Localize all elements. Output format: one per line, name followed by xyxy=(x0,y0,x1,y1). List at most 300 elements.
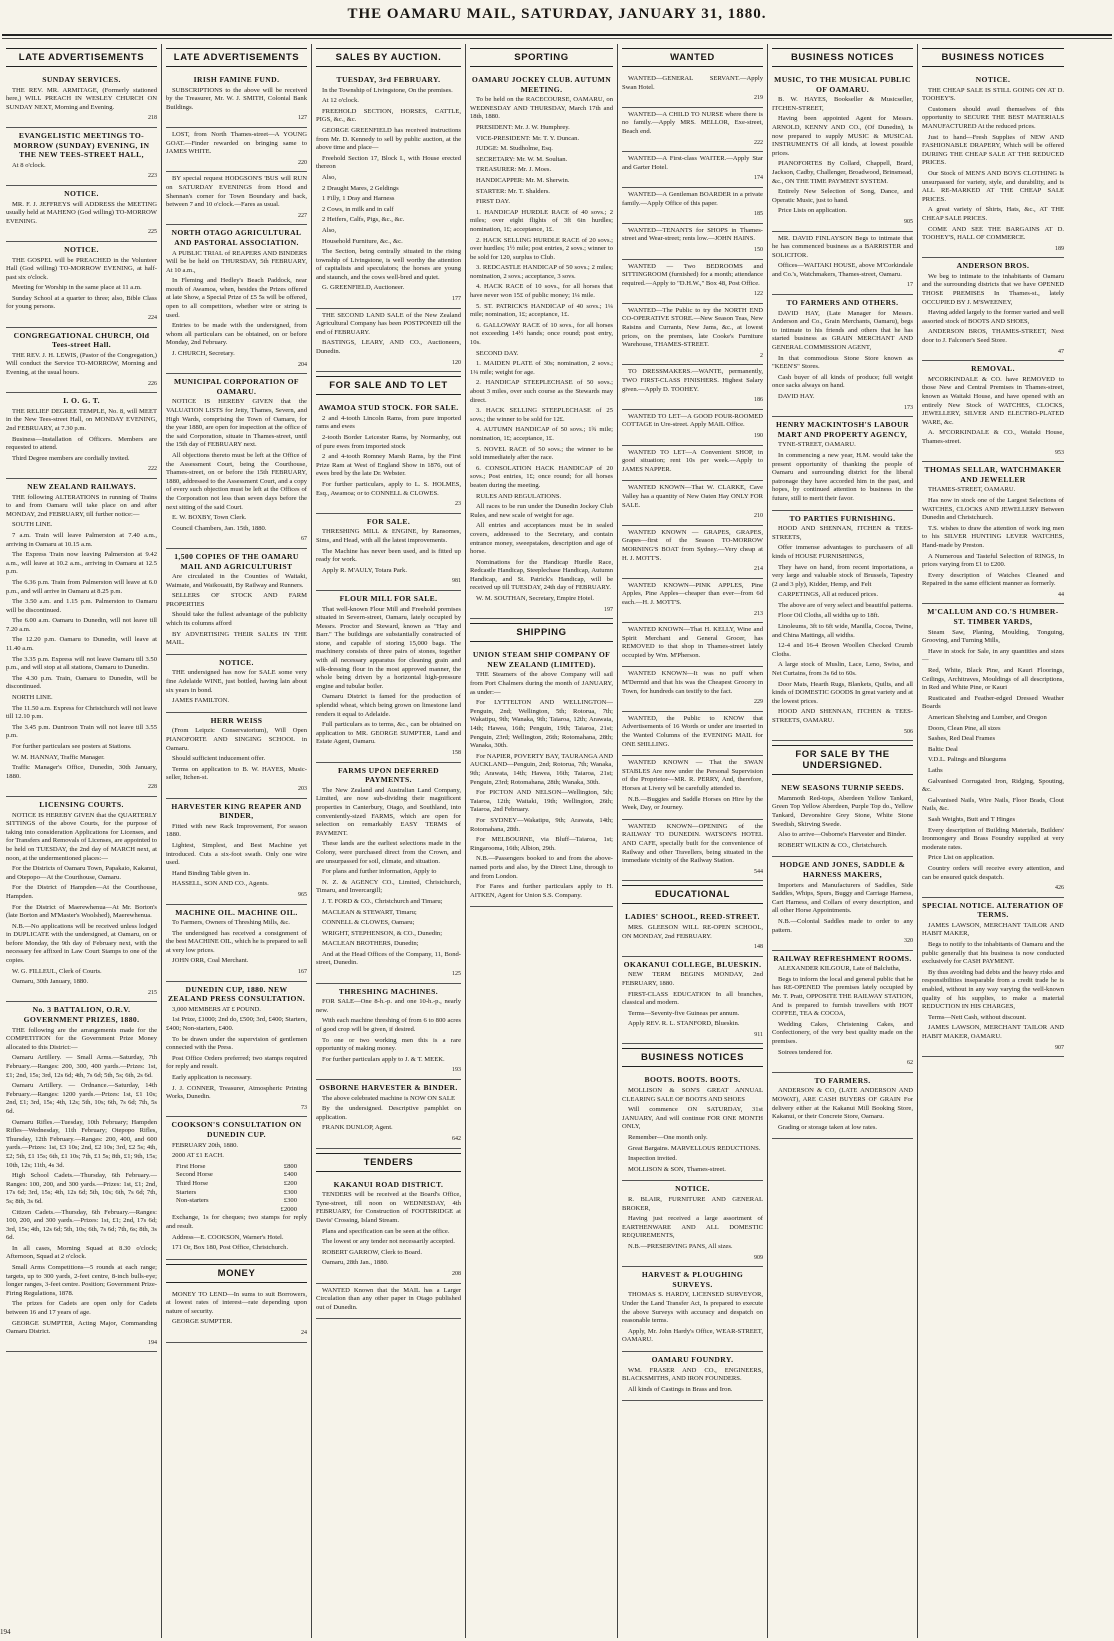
advertisement xyxy=(622,623,763,667)
ad-text-line: Country orders will receive every attention, and can be ensured quick despatch. xyxy=(922,864,1064,881)
prize-amount: £400 xyxy=(283,1171,297,1179)
ad-text-line: Galvanised Corrugated Iron, Ridging, Spouting, &c. xyxy=(922,777,1064,794)
newspaper-column xyxy=(2,44,162,1638)
ad-text-line: ALEXANDER KILGOUR, Late of Balclutha, xyxy=(778,965,901,973)
ad-text-line: 5. ST. PATRICK'S HANDICAP of 40 sovs.; 1¼ mile; nomination, 1£; acceptance, 1£. xyxy=(470,302,613,319)
advertisement xyxy=(6,186,157,242)
ad-reference-number: 506 xyxy=(904,728,913,735)
ad-heading: KAKANUI ROAD DISTRICT. xyxy=(333,1179,444,1189)
ad-text-line: All objections thereto must be left at the Office of the Assessment Court, being the Courthouse, Thames-street, on or before the 15th FEBRUARY, 1880, addressed to the Assessment Court, and a copy of every such objection must be left at the Offices of the Corporation not less than seven days before the next sitting of the said Court. xyxy=(166,451,307,511)
ad-heading: OSBORNE HARVESTER & BINDER. xyxy=(319,1083,458,1092)
advertisement xyxy=(922,258,1064,361)
ad-text-line: Meeting for Worship in the same place at 11 a.m. xyxy=(12,284,142,292)
ad-heading: MACHINE OIL. MACHINE OIL. xyxy=(175,907,298,917)
ad-reference-number: 194 xyxy=(148,1339,157,1346)
ad-text-line: DAVID HAY. xyxy=(778,393,815,400)
ad-reference-number: 62 xyxy=(907,1060,913,1067)
ad-text-line: FEBRUARY 20th, 1880. xyxy=(172,1141,239,1149)
ad-heading: NOTICE. xyxy=(975,75,1011,84)
ad-text-line: 2 and 4-tooth Romney Marsh Rams, by the First Prize Ram at West of England Show in 1876, out of ewes bred by the late Dr. Webster. xyxy=(316,453,461,478)
ad-text-line: THOMAS S. HARDY, LICENSED SURVEYOR, Under the Land Transfer Act, Is prepared to execute the above Surveys with accuracy and despatch on reasonable terms. xyxy=(622,1291,763,1325)
ad-text-line: In that commodious Stone Store known as "KEEN'S" Stores. xyxy=(772,354,913,371)
ad-text-line: NORTH LINE. xyxy=(12,694,53,702)
ad-reference-number: 177 xyxy=(452,296,461,303)
ad-text-line: For the District of Maerewhenua—At Mr. Borton's (late Borton and M'Master's Woolshed), Maerewhenua. xyxy=(6,903,157,920)
ad-text-line: All kinds of Castings in Brass and Iron. xyxy=(628,1385,733,1393)
ad-text-line: Citizen Cadets.—Thursday, 6th February.—Ranges: 100, 200, and 300 yards.—Prizes: 1st, £1; 2nd, 17s 6d; 3rd, 15s; 4th, 12s 6d; 5th, 10s; 6th, 7s 6d; 7th, 6s; 8th, 3s 6d. xyxy=(6,1208,157,1242)
ad-text-line: Third Degree members are cordially invited. xyxy=(12,454,130,462)
ad-text-line: WANTED TO LET—A GOOD FOUR-ROOMED COTTAGE in Ure-street. Apply MAIL Office. xyxy=(622,412,763,429)
ad-heading: UNION STEAM SHIP COMPANY OF NEW ZEALAND (LIMITED). xyxy=(472,650,611,669)
advertisement xyxy=(622,1072,763,1181)
ad-text-line: Galvanised Nails, Wire Nails, Floor Brads, Clout Nails, &c. xyxy=(922,796,1064,813)
column-heading: LATE ADVERTISEMENTS xyxy=(166,48,307,67)
ad-text-line: TO DRESSMAKERS.—WANTE, permanently, TWO FIRST-CLASS FINISHERS. Highest Salary given.—Apply D. TOOHEY. xyxy=(622,368,763,393)
ad-text-line: Early application is necessary. xyxy=(172,1074,252,1081)
advertisement xyxy=(6,479,157,797)
ad-reference-number: 44 xyxy=(1058,591,1064,598)
advertisement xyxy=(622,304,763,366)
ad-text-line: Sash Weights, Butt and T Hinges xyxy=(928,815,1016,823)
ad-reference-number: 225 xyxy=(148,229,157,236)
column-heading: SPORTING xyxy=(470,48,613,67)
ad-text-line: The Machine has never been used, and is fitted up ready for work. xyxy=(316,547,461,564)
ad-heading: OAMARU FOUNDRY. xyxy=(651,1354,734,1364)
section-heading: SHIPPING xyxy=(470,623,613,642)
ad-text-line: Traffic Manager's Office, Dunedin, 30th January, 1880. xyxy=(6,764,157,780)
ad-text-line: BY ADVERTISING THEIR SALES IN THE MAIL. xyxy=(166,630,307,647)
ad-text-line: Oamaru, 30th January, 1880. xyxy=(12,978,89,986)
ad-text-line: Apply REV. R. L. STANFORD, Blueskin. xyxy=(628,1020,740,1028)
advertisement xyxy=(772,232,913,296)
ad-text-line: HANDICAPPER: Mr. M. Sherwin. xyxy=(476,176,570,184)
advertisement xyxy=(622,108,763,152)
advertisement xyxy=(622,224,763,260)
advertisement xyxy=(772,72,913,232)
advertisement xyxy=(622,957,763,1045)
advertisement xyxy=(166,128,307,172)
advertisement xyxy=(622,667,763,711)
ad-text-line: Great Bargains. MARVELLOUS REDUCTIONS. xyxy=(628,1144,761,1152)
advertisement xyxy=(6,242,157,328)
ad-text-line: LOST, from North Thames-street—A YOUNG GOAT.—Finder rewarded on bringing same to JAMES WHITE. xyxy=(166,130,307,156)
ad-text-line: WANTED—A CHILD TO NURSE where there is no family.—Apply MRS. MELLOR, Exe-street, Beach end. xyxy=(622,110,763,135)
ad-text-line: THE following are the arrangements made for the COMPETITION for the Government Prize Money allocated to this District:— xyxy=(6,1026,157,1051)
ad-text-line: Having added largely to the former varied and well assorted stock of BOOTS AND SHOES, xyxy=(922,309,1064,325)
ad-reference-number: 222 xyxy=(148,466,157,473)
ad-text-line: N.B.—Buggies and Saddle Horses on Hire by the Week, Day, or Journey. xyxy=(622,795,763,812)
ad-reference-number: 953 xyxy=(1055,449,1064,456)
ad-heading: NOTICE. xyxy=(219,657,254,667)
ad-text-line: SECRETARY: Mr. W. M. Soultan. xyxy=(476,155,568,163)
ad-text-line: The New Zealand and Australian Land Company, Limited, are now sub-dividing their magnificent properties in Canterbury, Otago, and Southland, into conveniently-sized FARMS, which are open for selection on remarkably EASY TERMS of PAYMENT. xyxy=(316,786,461,837)
ad-text-line: W. M. SOUTHAN, Secretary, Empire Hotel. xyxy=(476,595,594,603)
newspaper-column xyxy=(768,44,918,1638)
ad-heading: HARVESTER KING REAPER AND BINDER, xyxy=(171,801,302,821)
ad-text-line: 7 a.m. Train will leave Palmerston at 7.40 a.m., arriving in Oamaru at 10.15 a.m. xyxy=(6,531,157,548)
ad-text-line: 2. HANDICAP STEEPLECHASE of 50 sovs.; about 3 miles, over such course as the Stewards may direct. xyxy=(470,379,613,404)
ad-text-line: A great variety of Shirts, Hats, &c., AT THE CHEAP SALE PRICES. xyxy=(922,206,1064,222)
ad-text-line: For MELBOURNE, via Bluff—Taiaroa, 1st; Ringarooma, 16th; Albion, 29th. xyxy=(470,836,613,852)
ad-text-line: SECOND DAY. xyxy=(476,349,519,357)
prize-row xyxy=(166,1189,307,1198)
ad-heading: LADIES' SCHOOL, REED-STREET. xyxy=(625,912,760,922)
ad-text-line: Remember—One month only. xyxy=(628,1134,708,1142)
ad-text-line: Also, xyxy=(322,226,337,234)
ad-text-line: 1. MAIDEN PLATE of 30s; nomination, 2 sovs.; 1¼ mile; weight for age. xyxy=(470,360,613,376)
ad-text-line: Also, xyxy=(322,173,337,181)
ad-text-line: WANTED KNOWN — GRAPES, GRAPES, Grapes—first of the Season TO-MORROW MORNING'S BOAT from Sydney.—Very cheap at H. J. MOTT'S. xyxy=(622,528,763,562)
ad-text-line: TENDERS will be received at the Board's Office, Tyne-street, till noon on WEDNESDAY, 4th FEBRUARY, for Construction of FOOTBRIDGE at Davis' Crossing, Island Stream. xyxy=(316,1191,461,1224)
ad-text-line: Small Arms Competitions—5 rounds at each range; targets, up to 300 yards, 2-feet centre, 8-inch bulls-eye; longer ranges, 3-feet centre. Position; Government Prize-Firing Regulations, 1878. xyxy=(6,1264,157,1297)
ad-text-line: MACLEAN BROTHERS, Dunedin; xyxy=(322,940,419,948)
ad-text-line: WRIGHT, STEPHENSON, & CO., Dunedin; xyxy=(322,929,443,937)
advertisement xyxy=(470,72,613,619)
ad-text-line: Oamaru District is famed for the production of splendid wheat, which being grown on limestone land renders it equal to Adelaide. xyxy=(316,693,461,718)
ad-text-line: At 8 o'clock. xyxy=(12,161,46,169)
newspaper-title: THE OAMARU MAIL, SATURDAY, JANUARY 31, 1880. xyxy=(347,6,767,22)
ad-text-line: 3. REDCASTLE HANDICAP of 50 sovs.; 2 miles; nomination, 2 sovs.; acceptance, 3 sovs. xyxy=(470,264,613,280)
advertisement xyxy=(622,72,763,108)
ad-heading: THOMAS SELLAR, WATCHMAKER AND JEWELLER xyxy=(924,465,1062,484)
advertisement xyxy=(622,1267,763,1352)
ad-text-line: We beg to intimate to the inhabitants of Oamaru and the surrounding districts that we have OPENED THOSE PREMISES In Thames-st., lately OCCUPIED BY J. M'SWEENEY, xyxy=(922,272,1064,306)
section-heading: FOR SALE BY THE UNDERSIGNED. xyxy=(772,745,913,775)
ad-text-line: N.B.—No applications will be received unless lodged in DUPLICATE with the undersigned, at Oamaru, on or before Monday, the 9th day of February next, with the necessary fee affixed in Law Court Stamps to one of the copies. xyxy=(6,922,157,965)
ad-text-line: THE CHEAP SALE IS STILL GOING ON AT D. TOOHEY'S. xyxy=(922,86,1064,103)
ad-text-line: To one or two working men this is a rare opportunity of making money. xyxy=(316,1036,461,1053)
ad-text-line: Full particulars as to terms, &c., can be obtained on application to MR. GEORGE SUMPTER, Land and Estate Agent, Oamaru. xyxy=(316,721,461,746)
ad-heading: OKAKANUI COLLEGE, BLUESKIN. xyxy=(623,959,762,969)
advertisement xyxy=(622,1352,763,1401)
advertisement xyxy=(316,1177,461,1284)
ad-reference-number: 228 xyxy=(148,784,157,791)
ad-text-line: J. CHURCH, Secretary. xyxy=(172,350,235,358)
advertisement xyxy=(316,1284,461,1320)
advertisement xyxy=(772,417,913,510)
advertisement xyxy=(922,72,1064,258)
advertisement xyxy=(6,393,157,479)
newspaper-columns xyxy=(2,44,1112,1638)
ad-text-line: Freehold Section 17, Block I., with House erected thereon xyxy=(316,154,461,171)
ad-text-line: JAMES LAWSON, MERCHANT TAILOR AND HABIT MAKER, OAMARU. xyxy=(922,1024,1064,1040)
ad-text-line: The Express Train now leaving Palmerston at 9.42 a.m., will leave at 10.2 a.m., arriving in Oamaru at 12.5 p.m. xyxy=(6,551,157,576)
prize-row xyxy=(166,1180,307,1189)
ad-heading: SPECIAL NOTICE. ALTERATION OF TERMS. xyxy=(922,900,1064,920)
ad-text-line: Lightest, Simplest, and Best Machine yet introduced. Cuts a six-foot swath. Only one wire used. xyxy=(166,841,307,867)
ad-text-line: WANTED, the Public to KNOW that Advertisements of 16 Words or under are inserted in the Wanted Columns of the EVENING MAIL for ONE SHILLING. xyxy=(622,714,763,748)
ad-reference-number: 965 xyxy=(298,891,307,898)
ad-text-line: Every description of Building Materials, Builders' Ironmongery and Brass Foundry supplied at very moderate rates. xyxy=(922,826,1064,851)
ad-text-line: GEORGE SUMPTER, Acting Major, Commanding Oamaru District. xyxy=(6,1319,157,1336)
ad-text-line: For the District of Hampden—At the Courthouse, Hampden. xyxy=(6,884,157,900)
ad-text-line: The 11.50 a.m. Express for Christchurch will not leave till 12.10 p.m. xyxy=(6,704,157,721)
ad-text-line: J. J. CONNER, Treasurer, Atmospheric Printing Works, Dunedin. xyxy=(166,1084,307,1101)
ad-heading: IRISH FAMINE FUND. xyxy=(193,75,280,84)
ad-text-line: WANTED KNOWN—It was no puff when M'Dermid and that his was the Cheapest Grocery in Town, for hundreds can testify to the fact. xyxy=(622,670,763,695)
ad-text-line: MRS. GLEESON WILL RE-OPEN SCHOOL, ON MONDAY, 2nd FEBRUARY. xyxy=(622,923,763,940)
ad-reference-number: 24 xyxy=(301,1330,307,1337)
ad-reference-number: 219 xyxy=(754,95,763,102)
ad-reference-number: 203 xyxy=(298,785,307,792)
ad-heading: REMOVAL. xyxy=(971,364,1015,374)
ad-text-line: ROBERT WILKIN & CO., Christchurch. xyxy=(778,841,888,849)
ad-text-line: Sashes, Red Deal Frames xyxy=(928,735,996,743)
ad-text-line: 171 Or, Box 180, Post Office, Christchurch. xyxy=(172,1244,289,1252)
ad-text-line: WANTED—A First-class WAITER.—Apply Star and Garter Hotel. xyxy=(622,155,763,171)
ad-heading: DUNEDIN CUP, 1880. NEW ZEALAND PRESS CONSULTATION. xyxy=(167,984,306,1004)
ad-text-line: For Fares and further particulars apply to H. AITKEN, Agent for Union S.S. Company. xyxy=(470,883,613,899)
ad-text-line: FRANK DUNLOP, Agent. xyxy=(322,1124,393,1132)
ad-text-line: To Farmers, Owners of Threshing Mills, &c. xyxy=(172,919,290,927)
ad-reference-number: 204 xyxy=(298,361,307,368)
ad-reference-number: 73 xyxy=(301,1104,307,1111)
ad-text-line: 1. HANDICAP HURDLE RACE of 40 sovs.; 2 miles; over eight flights of 3ft 6in hurdles; nomination, 1£; acceptance, 1£. xyxy=(470,208,613,233)
ad-text-line: Soirees tendered for. xyxy=(778,1048,833,1056)
ad-reference-number: 17 xyxy=(907,282,913,289)
ad-text-line: THE undersigned has now for SALE some very fine Adelaide WINE, just bottled, having lain about six years in bond. xyxy=(166,669,307,694)
ad-reference-number: 185 xyxy=(754,211,763,218)
advertisement xyxy=(166,982,307,1118)
ad-text-line: The 3.45 p.m. Duntroon Train will not leave till 3.55 p.m. xyxy=(6,723,157,740)
ad-text-line: The 12.20 p.m. Oamaru to Dunedin, will leave at 11.40 a.m. xyxy=(6,636,157,653)
ad-reference-number: 148 xyxy=(754,944,763,951)
ad-text-line: PRESIDENT: Mr. J. W. Humphrey. xyxy=(476,123,570,131)
ad-text-line: 4. AUTUMN HANDICAP of 50 sovs.; 1¾ mile; nomination, 1£; acceptance, 1£. xyxy=(470,426,613,442)
ad-text-line: Cash buyer of all kinds of produce; full weight once sacks always on hand. xyxy=(772,373,913,390)
ad-reference-number: 218 xyxy=(148,115,157,122)
ad-text-line: Terms—Seventy-five Guineas per annum. xyxy=(628,1009,740,1017)
ad-text-line: 6. GALLOWAY RACE of 10 sovs., for all horses not exceeding 14½ hands; once round; post entry, 10s. xyxy=(470,321,613,347)
masthead xyxy=(0,0,1114,44)
ad-reference-number: 2 xyxy=(760,352,763,359)
ad-text-line: MR. F. J. JEFFREYS will ADDRESS the MEETING usually held at MAHENO (God willing) TO-MORROW EVENING. xyxy=(6,200,157,225)
ad-heading: NOTICE. xyxy=(675,1184,710,1194)
ad-text-line: Business—Installation of Officers. Members are requested to attend. xyxy=(6,435,157,452)
ad-text-line: PIANOFORTES By Collard, Chappell, Brard, Jackson, Cadby, Challenger, Broadwood, Brinsmead, &c., ON THE TIME PAYMENT SYSTEM. xyxy=(772,160,913,185)
ad-text-line: MOLLISON & SON, Thames-street. xyxy=(628,1165,726,1173)
ad-text-line: BY special request HODGSON'S 'BUS will RUN on SATURDAY EVENINGS from Hood and Shennan's corner for Town Boundary and back, between 7 and 10 o'clock.—Fares as usual. xyxy=(166,175,307,209)
ad-text-line: WANTED—TENANTS for SHOPS in Thames-street and Wear-street; rents low.—JOHN HAINS. xyxy=(622,226,763,243)
ad-text-line: Inspection invited. xyxy=(628,1155,678,1163)
ad-text-line: 6. CONSOLATION HACK HANDICAP of 20 sovs.; Post entries, 1£; once round; for all horses beaten during the meeting. xyxy=(470,464,613,489)
ad-heading: AWAMOA STUD STOCK. FOR SALE. xyxy=(318,403,459,413)
newspaper-column xyxy=(618,44,768,1638)
column-heading: BUSINESS NOTICES xyxy=(922,48,1064,67)
ad-heading: FARMS UPON DEFERRED PAYMENTS. xyxy=(337,765,440,785)
ad-reference-number: 67 xyxy=(301,536,307,543)
ad-heading: No. 3 BATTALION, O.R.V. GOVERNMENT PRIZES, 1880. xyxy=(23,1005,140,1025)
ad-text-line: T.S. wishes to draw the attention of work ing men to his SILVER HUNTING LEVER WATCHES, Hand-made by Preston. xyxy=(922,524,1064,549)
ad-heading: CONGREGATIONAL CHURCH, Old Tees-street Hall. xyxy=(13,330,150,350)
ad-text-line: JUDGE: M. Studholme, Esq. xyxy=(476,145,553,153)
ad-text-line: N.B.—Passengers booked to and from the above-named ports and also, by the Direct Line, through to and from London. xyxy=(470,855,613,880)
newspaper-column xyxy=(312,44,466,1638)
ad-heading: NOTICE. xyxy=(64,244,99,254)
ad-heading: TO FARMERS. xyxy=(814,1075,871,1085)
ad-text-line: Baltic Deal xyxy=(928,745,958,753)
advertisement xyxy=(622,260,763,304)
ad-text-line: WM. FRASER AND CO., ENGINEERS, BLACKSMITHS, AND IRON FOUNDERS. xyxy=(622,1366,763,1383)
ad-heading: TO PARTIES FURNISHING. xyxy=(789,513,896,523)
ad-reference-number: 426 xyxy=(1055,885,1064,892)
ad-text-line: FREEHOLD SECTION, HORSES, CATTLE, PIGS, &c., &c. xyxy=(316,107,461,124)
ad-text-line: NOTICE IS HEREBY GIVEN that the QUARTERLY SITTINGS of the above Courts, for the purpose of taking into consideration Applications for Licenses, and for Transfers and Removals of Licenses, are appointed to be held on TUESDAY, the 2nd day of MARCH next, at noon, at the undermentioned places:— xyxy=(6,811,157,862)
ad-reference-number: 190 xyxy=(754,433,763,439)
ad-heading: THRESHING MACHINES. xyxy=(338,986,439,996)
advertisement xyxy=(772,295,913,417)
ad-text-line: 2-tooth Border Leicester Rams, by Normanby, out of pure ewes from imported stock xyxy=(316,434,461,450)
ad-text-line: WANTED KNOWN — That the SWAN STABLES Are now under the Personal Supervision of the Proprietor—MR. R. PERRY, And, therefore, Horses at Livery wil be carefully attended to. xyxy=(622,759,763,792)
advertisement xyxy=(316,763,461,984)
ad-text-line: CONNELL & CLOWES, Oamaru; xyxy=(322,919,415,927)
ad-text-line: Also to arrive—Osborne's Harvester and Binder. xyxy=(778,831,907,839)
ad-text-line: Laths xyxy=(928,766,943,774)
ad-text-line: Just to hand—Fresh Supplies of NEW AND FASHIONABLE DRAPERY, Which will be offered DURING THE CHEAP SALE AT THE REDUCED PRICES. xyxy=(922,133,1064,167)
advertisement xyxy=(622,188,763,224)
ad-reference-number: 122 xyxy=(754,291,763,298)
ad-reference-number: 186 xyxy=(754,397,763,404)
ad-heading: MUNICIPAL CORPORATION OF OAMARU. xyxy=(174,377,299,396)
section-heading: EDUCATIONAL xyxy=(622,885,763,904)
ad-reference-number: 150 xyxy=(754,246,763,253)
prize-amount: £300 xyxy=(283,1188,297,1196)
ad-text-line: All entries and acceptances must be in sealed covers, addressed to the Secretary, and contain entrance money, sweepstakes, description and age of horse. xyxy=(470,522,613,556)
ad-text-line: SELLERS OF STOCK AND FARM PROPERTIES xyxy=(166,592,307,608)
ad-text-line: Steam Saw, Planing, Moulding, Tonguing, Grooving, and Turning Mills, xyxy=(922,628,1064,645)
ad-text-line: THRESHING MILL & ENGINE, by Ransomes, Sims, and Head, with all the latest improvements. xyxy=(316,528,461,544)
ad-text-line: NEW TERM BEGINS MONDAY, 2nd FEBRUARY, 1880. xyxy=(622,971,763,987)
ad-text-line: Oamaru, 28th Jan., 1880. xyxy=(322,1259,389,1267)
ad-text-line: WANTED — Two BEDROOMS and SITTINGROOM (furnished) for a month; attendance required.—Apply to "D.H.W.," Box 48, Post Office. xyxy=(622,262,763,287)
advertisement xyxy=(166,799,307,905)
ad-text-line: To be held on the RACECOURSE, OAMARU, on WEDNESDAY AND THURSDAY, March 17th and 18th, 1880. xyxy=(470,96,613,121)
column-heading: SALES BY AUCTION. xyxy=(316,48,461,67)
ad-text-line: 1st Prize, £1000; 2nd do, £500; 3rd, £400; Starters, £400; Non-starters, £400. xyxy=(166,1016,307,1033)
column-heading: BUSINESS NOTICES xyxy=(772,48,913,67)
ad-text-line: Linoleums, 3ft to 6ft wide, Manilla, Cocoa, Twine, and China Mattings, all widths. xyxy=(772,623,913,639)
ad-text-line: Customers should avail themselves of this opportunity to SECURE THE BEST MATERIALS MANUFACTURED At the reduced prices. xyxy=(922,105,1064,130)
advertisement xyxy=(166,905,307,982)
advertisement xyxy=(622,365,763,409)
ad-text-line: Offer immense advantages to purchasers of all kinds of HOUSE FURNISHINGS, xyxy=(772,544,913,560)
ad-text-line: Terms—Nett Cash, without discount. xyxy=(928,1013,1027,1021)
ad-text-line: E. W. BOXBY, Town Clerk. xyxy=(172,514,247,522)
ad-text-line: Are circulated in the Counties of Waitaki, Waimate, and Waikouaiti, By Railway and Runners. xyxy=(166,573,307,589)
ad-text-line: For further particulars apply to J. & T. MEEK. xyxy=(322,1055,445,1063)
ad-text-line: The undersigned has received a consignment of the best MACHINE OIL, which he is prepared to sell at very low prices. xyxy=(166,929,307,954)
ad-text-line: HOOD AND SHENNAN, ITCHEN & TEES-STREETS, OAMARU. xyxy=(772,708,913,724)
ad-text-line: Oamaru Artillery. — Small Arms.—Saturday, 7th February.—Ranges: 200, 300, 400 yards.—Prizes: 1st, £1; 2nd, 15s; 3rd, 12s 6d; 4th, 7s 6d; 5th, 5s; 6th, 2s 6d. xyxy=(6,1054,157,1079)
ad-text-line: Post Office Orders preferred; two stamps required for reply and result. xyxy=(166,1054,307,1071)
ad-text-line: Every description of Watches Cleaned and Repaired in the same efficient manner as formerly. xyxy=(922,571,1064,588)
ad-reference-number: 911 xyxy=(754,1031,763,1038)
prize-amount: £800 xyxy=(283,1162,297,1170)
ad-text-line: GEORGE GREENFIELD has received instructions from Mr. D. Kennedy to sell by public auction, at the above time and place— xyxy=(316,126,461,152)
advertisement xyxy=(922,361,1064,462)
ad-text-line: And at the Head Offices of the Company, 11, Bond-street, Dunedin. xyxy=(316,950,461,967)
ad-reference-number: 158 xyxy=(452,750,461,756)
ad-text-line: Begs to notify to the inhabitants of Oamaru and the public generally that his business is now conducted exclusively for CASH PAYMENT. xyxy=(922,941,1064,966)
ad-heading: FOR SALE. xyxy=(366,516,411,526)
ad-reference-number: 907 xyxy=(1055,1044,1064,1051)
ad-text-line: N.B.—Colonial Saddles made to order to any pattern. xyxy=(772,917,913,934)
ad-text-line: Door Mats, Hearth Rugs, Blankets, Quilts, and all kinds of DOMESTIC GOODS In great variety and at the lowest prices. xyxy=(772,680,913,705)
ad-text-line: WANTED—GENERAL SERVANT.—Apply Swan Hotel. xyxy=(622,75,763,91)
ad-text-line: TREASURER: Mr. J. Moes. xyxy=(476,166,552,174)
ad-text-line: SOUTH LINE. xyxy=(12,521,53,529)
advertisement xyxy=(772,511,913,742)
ad-heading: I. O. G. T. xyxy=(63,396,100,406)
ad-text-line: M'CORKINDALE & CO. have REMOVED to those New and Central Premises in Thames-street, known as Waitaki House, and have opened with an entirely New Stock of WATCHES, CLOCKS, JEWELLERY, SILVER AND ELECTRO-PLATED WARE, &c. xyxy=(922,375,1064,426)
ad-text-line: 4. HACK RACE of 10 sovs., for all horses that have never won 15£ of public money; 1¼ mile. xyxy=(470,283,613,300)
ad-text-line: The 3.35 p.m. Express will not leave Oamaru till 3.50 p.m., and will stop at all stations, Oamaru to Dunedin. xyxy=(6,655,157,672)
column-heading: WANTED xyxy=(622,48,763,67)
ad-text-line: Offices—WAITAKI HOUSE, above M'Corkindale and Co.'s, Watchmakers, Thames-street, Oamaru. xyxy=(772,262,913,278)
prize-row xyxy=(166,1171,307,1180)
advertisement xyxy=(316,514,461,591)
advertisement xyxy=(772,951,913,1073)
ad-text-line: A Numerous and Tasteful Selection of RINGS, In prices varying from £1 to £200. xyxy=(922,552,1064,569)
section-heading: TENDERS xyxy=(316,1153,461,1172)
ad-text-line: Apply R. M'AULY, Totara Park. xyxy=(322,566,407,574)
ad-text-line: Will commence ON SATURDAY, 31st JANUARY, And will continue FOR ONE MONTH ONLY, xyxy=(622,1106,763,1131)
advertisement xyxy=(316,591,461,763)
ad-text-line: Having just received a large assortment of EARTHENWARE AND ALL DOMESTIC REQUIREMENTS, xyxy=(622,1215,763,1240)
ad-heading: HENRY MACKINTOSH'S LABOUR MART AND PROPERTY AGENCY, xyxy=(776,420,909,439)
ad-text-line: THE REV. J. H. LEWIS, (Pastor of the Congregation,) Will conduct the Service TO-MORROW, Morning and Evening, at the usual hours. xyxy=(6,351,157,377)
ad-text-line: In Fleming and Hedley's Beach Paddock, near mouth of Awamoa, when, besides the Prizes offered at late Show, a Special Prize of £5 5s will be offered, open to all competitors, whether wire or string is used. xyxy=(166,277,307,319)
ad-reference-number: 213 xyxy=(754,610,763,617)
ad-text-line: The prizes for Cadets are open only for Cadets between 16 and 17 years of age. xyxy=(6,1300,157,1317)
ad-text-line: That well-known Flour Mill and Freehold premises situated in Severn-street, Oamaru, lately occupied by Messrs. Proctor and Steward, known as "Hay and Barr." The buildings are substantially constructed of stone, and capable of storing 15,000 bags. The machinery consists of three pairs of stones, together with all necessary apparatus for cleaning grain and silk-dressing flour in the most approved manner, the whole being driven by a horizontal high-pressure engine and tubular boiler. xyxy=(316,605,461,690)
advertisement xyxy=(166,225,307,374)
advertisement xyxy=(622,909,763,956)
prize-label: Non-starters xyxy=(176,1197,209,1205)
ad-text-line: 2. HACK SELLING HURDLE RACE of 20 sovs.; over hurdles; 1½ mile; post entries, 2 sovs.; winner to be sold for 120, surplus to Club. xyxy=(470,236,613,261)
prize-label: Starters xyxy=(176,1188,197,1196)
ad-text-line: By the undersigned. Descriptive pamphlet on application. xyxy=(316,1105,461,1121)
advertisement xyxy=(622,1181,763,1267)
ad-text-line: THE SECOND LAND SALE of the New Zealand Agricultural Company has been POSTPONED till the end of FEBRUARY. xyxy=(316,311,461,336)
ad-text-line: G. GREENFIELD, Auctioneer. xyxy=(322,284,405,292)
ad-text-line: By thus avoiding bad debts and the heavy risks and responsibilities inseparable from a credit trade he is enabled, without in any way varying the well-known quality of his supplies, to make a material REDUCTION IN HIS CHARGES, xyxy=(922,968,1064,1011)
ad-text-line: 2 Heifers, Calfs, Pigs, &c., &c. xyxy=(322,216,405,224)
advertisement xyxy=(772,857,913,950)
ad-text-line: COME AND SEE THE BARGAINS AT D. TOOHEY'S, HALL OF COMMERCE. xyxy=(922,225,1064,242)
ad-heading: NORTH OTAGO AGRICULTURAL AND PASTORAL ASSOCIATION. xyxy=(171,228,302,247)
ad-text-line: WANTED KNOWN—OPENING of the RAILWAY TO DUNEDIN. WATSON'S HOTEL AND CAFE, specially built for the convenience of Railway and other Travellers, being situated in the immediate vicinity of the Railway Station. xyxy=(622,822,763,865)
ad-text-line: TYNE-STREET, OAMARU. xyxy=(778,441,856,449)
ad-reference-number: 189 xyxy=(1055,245,1064,252)
ad-text-line: In the Township of Livingstone, On the premises. xyxy=(322,86,453,94)
ad-text-line: All races to be run under the Dunedin Jockey Club Rules, and new scale of weight for age. xyxy=(470,503,613,519)
ad-text-line: Entirely New Selection of Song, Dance, and Operatic Music, just to hand. xyxy=(772,188,913,204)
advertisement xyxy=(6,72,157,128)
ad-reference-number: 214 xyxy=(754,566,763,573)
ad-text-line: 2 Cows, in milk and in calf xyxy=(322,205,394,213)
advertisement xyxy=(316,400,461,514)
ad-text-line: WANTED—The Public to try the NORTH END CO-OPERATIVE STORE.—New Season Teas, New Raisins and Currants, New Jams, &c., at lowest prices, on the premises, late Cooke's Furniture Warehouse, THAMES-STREET. xyxy=(622,306,763,349)
advertisement xyxy=(166,374,307,549)
newspaper-column xyxy=(918,44,1068,1638)
ad-reference-number: 320 xyxy=(904,938,913,945)
ad-text-line: FIRST DAY. xyxy=(476,198,510,206)
ad-text-line: Begs to inform the local and general public that he has RE-OPENED The premises lately occupied by Mr. T. Pratt, OPPOSITE THE RAILWAY STATION, And is prepared to furnish travellers with HOT COFFEE, TEA & COCOA, xyxy=(772,975,913,1018)
ad-text-line: For SYDNEY—Wakatipu, 9th; Arawata, 14th; Rotomahana, 28th. xyxy=(470,816,613,833)
ad-reference-number: 173 xyxy=(904,404,913,411)
ad-reference-number: 544 xyxy=(754,868,763,875)
